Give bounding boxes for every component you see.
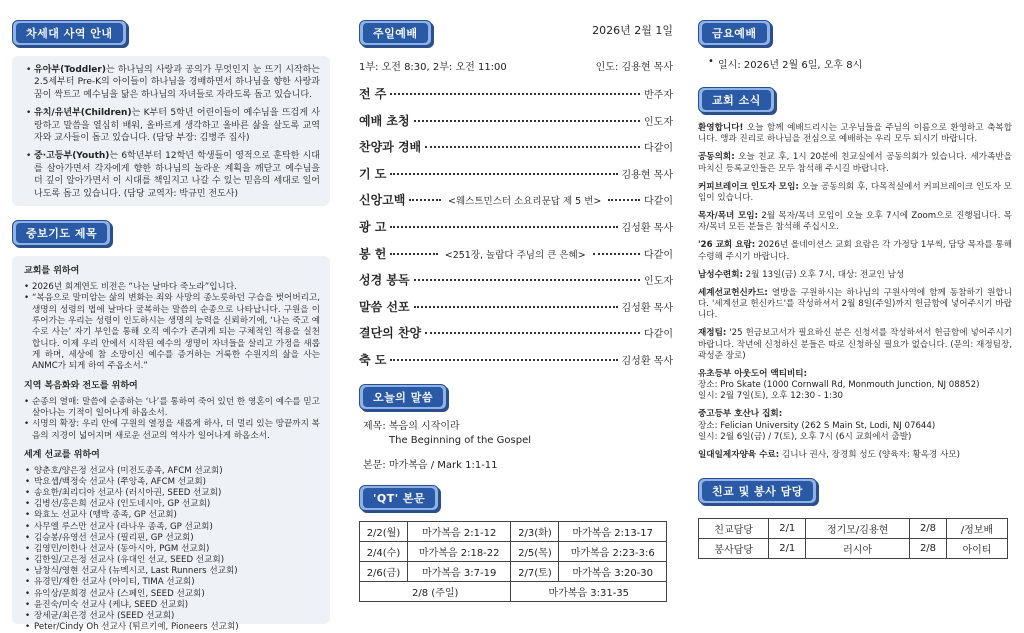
news-event-title: 유초등부 아웃도어 액티비티: xyxy=(698,368,808,379)
qt-cell: 마가복음 3:20-30 xyxy=(559,562,667,582)
missionary-item: • 사무엘 루스만 선교사 (라나우 종족, GP 선교회) xyxy=(24,522,320,533)
news-text: 2월 13일(금) 오후 7시, 대상: 전교인 남성 xyxy=(742,269,905,280)
qt-cell: 마가복음 3:31-35 xyxy=(511,582,667,602)
worship-date: 2026년 2월 1일 xyxy=(592,24,673,37)
order-title: 결단의 찬양 xyxy=(359,326,422,341)
service-cell: 아이티 xyxy=(946,539,1007,559)
leader-dots xyxy=(390,359,617,361)
order-person: 다같이 xyxy=(644,249,673,261)
order-title: 예배 초청 xyxy=(359,113,410,128)
news-item xyxy=(698,182,1012,204)
ministry-heading: 차세대 사역 안내 xyxy=(12,20,127,46)
qt-row xyxy=(360,562,667,582)
news-text: 2026년 올네이션스 교회 요람은 각 가정당 1부씩, 담당 목자를 통해 수령해 주시기 바랍니다. xyxy=(698,240,1012,262)
service-cell: 친교담당 xyxy=(699,519,769,539)
leader-dots xyxy=(390,173,617,175)
order-row xyxy=(359,271,673,298)
prayer-box xyxy=(12,256,330,633)
news-text: 오늘 함께 예배드리시는 고우님들을 주님의 이름으로 환영하고 축복합니다. 앵과 진리로 하나님을 전심으로 예배하는 우리 모두 되시기 바랍니다. xyxy=(698,123,1012,145)
news-item xyxy=(698,152,1012,174)
leader-dots xyxy=(414,120,640,122)
missionary-item: • 장세균/최은경 선교사 (SEED 선교회) xyxy=(24,611,320,622)
leader-dots xyxy=(425,332,640,334)
worship-order xyxy=(359,85,673,378)
order-detail: <251장, 놀랍다 주님의 큰 은혜> xyxy=(444,249,586,261)
news-label: 커피브레이크 인도자 모임: xyxy=(698,181,799,192)
news-label: 일대일제자양육 수료: xyxy=(698,449,780,460)
news-label: '26 교회 요람: xyxy=(698,240,756,251)
service-cell: 2/1 xyxy=(769,519,806,539)
order-row xyxy=(359,138,673,165)
prayer-church xyxy=(24,266,320,373)
news-item xyxy=(698,270,1012,281)
leader-dots xyxy=(608,199,640,201)
missionary-item: • 남창식/영현 선교사 (뉴멕시코, Last Runners 선교회) xyxy=(24,566,320,577)
missionary-item: • 박요셉/백정숙 선교사 (쭈앙족, AFCM 선교회) xyxy=(24,477,320,488)
leader-dots xyxy=(390,226,617,228)
missionary-item: • 김한일/고은정 선교사 (유대인 선교, SEED 선교회) xyxy=(24,555,320,566)
missionary-item: • 유익상/문희경 선교사 (스페인, SEED 선교회) xyxy=(24,589,320,600)
news-item xyxy=(698,211,1012,233)
leader-dots xyxy=(409,199,441,201)
order-title: 봉 헌 xyxy=(359,246,387,261)
leader-dots xyxy=(593,253,640,255)
prayer-local-title: 지역 복음화와 전도를 위하여 xyxy=(24,380,138,391)
service-cell: /정보배 xyxy=(946,519,1007,539)
order-person: 김성환 목사 xyxy=(621,302,673,314)
missionary-item: • Peter/Cindy Oh 선교사 (튀르키예, Pioneers 선교회) xyxy=(24,622,320,633)
ministry-box xyxy=(12,56,330,206)
news-event-time: 일시: 2월 7일(토), 오후 12:30 - 1:30 xyxy=(698,391,843,402)
news-label: 세계선교헌신카드: xyxy=(698,287,768,298)
order-person: 인도자 xyxy=(644,116,673,128)
order-title: 성경 봉독 xyxy=(359,273,410,288)
qt-cell: 2/3(화) xyxy=(511,522,559,542)
missionary-item: • 송요한/최리디아 선교사 (러시아권, SEED 선교회) xyxy=(24,488,320,499)
sermon-text-label: 본문: xyxy=(363,459,386,471)
prayer-world xyxy=(24,450,320,633)
missionary-list xyxy=(24,466,320,633)
middle-column xyxy=(345,0,685,622)
order-title: 광 고 xyxy=(359,219,387,234)
order-row xyxy=(359,218,673,245)
order-person: 다같이 xyxy=(644,196,673,208)
leader-dots xyxy=(414,279,640,281)
service-cell: 2/1 xyxy=(769,539,806,559)
qt-cell: 2/5(목) xyxy=(511,542,559,562)
qt-row xyxy=(360,522,667,542)
news-text: 오늘 친교 후, 1시 20분에 친교실에서 공동의회가 있습니다. 세가족반을 마치신 등록교인들은 모두 참석해 주시길 바랍니다. xyxy=(698,152,1012,174)
order-row xyxy=(359,298,673,325)
news-item xyxy=(698,288,1012,322)
news-label: 환영합니다! xyxy=(698,123,744,133)
order-row xyxy=(359,85,673,112)
service-cell: 러시아 xyxy=(806,539,910,559)
qt-heading: 'QT' 본문 xyxy=(359,485,439,511)
missionary-item: • 와효노 선교사 (뗑박 종족, GP 선교회) xyxy=(24,510,320,521)
service-cell: 정기모/김용현 xyxy=(806,519,910,539)
leader-dots xyxy=(425,146,640,148)
sermon-title-ko: 복음의 시작이라 xyxy=(388,420,460,432)
prayer-heading: 중보기도 제목 xyxy=(12,220,111,246)
order-person: 다같이 xyxy=(644,143,673,155)
service-cell: 2/8 xyxy=(909,539,946,559)
order-person: 인도자 xyxy=(644,276,673,288)
leader-dots xyxy=(390,253,437,255)
missionary-item: • 김승봉/유영선 선교사 (필리핀, GP 선교회) xyxy=(24,533,320,544)
prayer-church-item: • “복음으로 말미암는 삶의 변화는 죄와 사망의 종노릇하던 구습을 벗어버리고, 생명의 성령의 법에 날마다 굴복하는 말씀의 순종으로 나타납니다. 구원을 이루어가는 우리는 성령이 인도하시는 생명의 능력을 신뢰하기에, ‘나는 죽고 예수로 사는’ 자기 부인을 통해 오직 예수가 존귀케 되는 구체적인 적용을 실천합니다. 이제 우리 안에서 시작된 예수의 생명이 자녀들을 살리고 가정을 새롭게 하며, 세상에 참 소망이신 예수를 증거하는 거룩한 수원지의 삶을 사는 ANMC가 되게 하여 주옵소서.” xyxy=(24,293,320,372)
service-cell: 봉사담당 xyxy=(699,539,769,559)
missionary-item: • 양춘호/양은정 선교사 (미전도종족, AFCM 선교회) xyxy=(24,466,320,477)
qt-cell: 마가복음 2:1-12 xyxy=(407,522,511,542)
qt-cell: 마가복음 3:7-19 xyxy=(407,562,511,582)
news-item xyxy=(698,240,1012,262)
service-times: 1부: 오전 8:30, 2부: 오전 11:00 xyxy=(359,62,507,73)
sermon-title-label: 제목: xyxy=(363,420,386,432)
service-row xyxy=(699,539,1008,559)
order-title: 축 도 xyxy=(359,352,387,367)
news-event-place: 장소: Pro Skate (1000 Cornwall Rd, Monmouth Junction, NJ 08852) xyxy=(698,380,980,391)
right-column xyxy=(688,0,1024,622)
news-label: 공동의회: xyxy=(698,152,735,163)
order-person: 반주자 xyxy=(644,90,673,101)
service-row xyxy=(699,519,1008,539)
order-person: 김성환 목사 xyxy=(621,222,673,234)
sermon-title-en: The Beginning of the Gospel xyxy=(389,435,531,447)
ministry-item-youth: • 중·고등부(Youth)는 6학년부터 12학년 학생들이 영적으로 훈탁한 시대를 살아가면서 각자에게 향한 하나님의 놀라운 계획을 깨닫고 예수님을 더 깊이 알아가면서 이 시대를 책임지고 나갈 수 있는 믿음의 세대로 일어나도록 돕고 있습니다. (담당 교역자: 박규민 전도사) xyxy=(26,150,320,200)
qt-cell: 마가복음 2:13-17 xyxy=(559,522,667,542)
sermon-info xyxy=(359,420,673,474)
order-title: 신앙고백 xyxy=(359,193,406,208)
order-row xyxy=(359,245,673,272)
news-text: 열방을 구원하시는 하나님의 구원사역에 함께 동참하기 원합니다. '세계선교 헌신카드'를 작성하셔서 2월 8일(주일)까지 헌금함에 넣어주시기 바랍니다. xyxy=(698,287,1012,321)
order-person: 다같이 xyxy=(644,329,673,341)
news-item xyxy=(698,123,1012,145)
service-table xyxy=(698,518,1008,559)
prayer-local xyxy=(24,381,320,442)
news-event-place: 장소: Felician University (262 S Main St, Lodi, NJ 07644) xyxy=(698,420,936,431)
news-text: 김니나 권사, 장경희 성도 (양육자: 황옥경 사모) xyxy=(779,449,961,460)
left-column xyxy=(0,0,340,633)
qt-row-sunday xyxy=(360,582,667,602)
prayer-local-item: • 시명의 확장: 우리 안에 구원의 열정을 새롭게 하사, 더 멀리 있는 땅끝까지 복음의 지경이 넓어지며 새로운 선교의 역사가 일어나게 하옵소서. xyxy=(24,419,320,442)
missionary-item: • 윤진숙/미숙 선교사 (케냐, SEED 선교회) xyxy=(24,600,320,611)
sermon-heading: 오늘의 말씀 xyxy=(359,384,447,410)
leader-dots xyxy=(390,93,640,95)
news-event xyxy=(698,369,1012,403)
missionary-item: • 유경민/재한 선교사 (아이티, TIMA 선교회) xyxy=(24,577,320,588)
order-title: 찬양과 경배 xyxy=(359,140,422,155)
prayer-local-item: • 순종의 열매: 말씀에 순종하는 ‘나’를 통하여 죽어 있던 한 영혼이 예수를 믿고 살아나는 기적이 일어나게 하옵소서. xyxy=(24,397,320,420)
qt-cell: 2/8 (주일) xyxy=(360,582,511,602)
order-detail: <웨스트민스터 소요리문답 제 5 번> xyxy=(448,196,602,208)
prayer-world-title: 세계 선교를 위하여 xyxy=(24,449,100,460)
missionary-item: • 김영민/이한나 선교사 (동아시아, PGM 선교회) xyxy=(24,544,320,555)
news-label: 목자/목녀 모임: xyxy=(698,211,758,222)
order-row xyxy=(359,324,673,351)
order-row xyxy=(359,191,673,218)
news-event xyxy=(698,409,1012,443)
news-text: '25 헌금보고서가 필요하신 분은 신청서를 작성하셔서 헌금함에 넣어주시기 바랍니다. 작년에 신청하신 분들은 따로 신청하실 필요가 없습니다. (문의: 재정팀장, 곽성준 장로) xyxy=(698,328,1012,361)
order-title: 말씀 선포 xyxy=(359,299,410,314)
worship-guide: 인도: 김용현 목사 xyxy=(595,62,673,73)
qt-cell: 마가복음 2:23-3:6 xyxy=(559,542,667,562)
news-congrats xyxy=(698,450,1012,461)
prayer-meeting-date: • 일시: 2026년 2월 6일, 오후 8시 xyxy=(698,56,1014,71)
news-label: 남성수련회: xyxy=(698,269,743,280)
order-person: 김용현 목사 xyxy=(621,169,673,181)
news-text: 2월 목자/목녀 모임이 오늘 오후 7시에 Zoom으로 진행됩니다. 목자/목녀 모든 분들은 참석해 주십시오. xyxy=(698,211,1012,233)
order-title: 전 주 xyxy=(359,87,387,101)
order-row xyxy=(359,165,673,192)
news-text: 오늘 공동의회 후, 다목적실에서 커피브레이크 인도자 모임이 있습니다. xyxy=(698,181,1012,203)
worship-heading: 주일예배 xyxy=(359,20,432,46)
news-label: 재정팀: xyxy=(698,328,727,339)
news-list xyxy=(698,123,1014,461)
qt-cell: 마가복음 2:18-22 xyxy=(407,542,511,562)
prayer-church-title: 교회를 위하여 xyxy=(24,266,80,276)
prayer-meeting-heading: 금요예배 xyxy=(698,20,771,46)
service-heading: 친교 및 봉사 담당 xyxy=(698,478,817,504)
order-row xyxy=(359,351,673,378)
missionary-item: • 김병선/홍은희 선교사 (인도네시아, GP 선교회) xyxy=(24,499,320,510)
ministry-item-toddler: • 유아부(Toddler)는 하나님의 사랑과 공의가 무엇인지 눈 뜨기 시작하는 2.5세부터 Pre-K의 아이들이 하나님을 경배하면서 하나님을 향한 사랑과 꿈이 싹트고 예수님을 닮은 하나님의 자녀들로 자라도록 돕고 있습니다. xyxy=(26,64,320,101)
qt-row xyxy=(360,542,667,562)
sermon-text: 마가복음 / Mark 1:1-11 xyxy=(388,459,498,471)
news-item xyxy=(698,328,1012,362)
service-cell: 2/8 xyxy=(909,519,946,539)
news-heading: 교회 소식 xyxy=(698,87,775,113)
prayer-church-item: • 2026년 회계연도 비전은 “나는 날마다 죽노라”입니다. xyxy=(24,282,320,293)
order-person: 김성환 목사 xyxy=(621,355,673,367)
qt-cell: 2/7(토) xyxy=(511,562,559,582)
qt-cell: 2/4(수) xyxy=(360,542,408,562)
order-row xyxy=(359,112,673,139)
news-event-title: 중고등부 호산나 집회: xyxy=(698,409,783,420)
qt-cell: 2/2(월) xyxy=(360,522,408,542)
order-title: 기 도 xyxy=(359,166,387,181)
news-event-time: 일시: 2월 6일(금) / 7(토), 오후 7시 (6시 교회에서 출발) xyxy=(698,431,912,442)
leader-dots xyxy=(414,306,618,308)
qt-table xyxy=(359,521,667,602)
qt-cell: 2/6(금) xyxy=(360,562,408,582)
ministry-item-children: • 유치/유년부(Children)는 K부터 5학년 어린이들이 예수님을 뜨겁게 사랑하고 말씀을 열심히 배워, 올바르게 생각하고 올바른 삶을 살도록 교역자와 교사들이 돕고 있습니다. (담당 부장: 김병주 집사) xyxy=(26,107,320,144)
